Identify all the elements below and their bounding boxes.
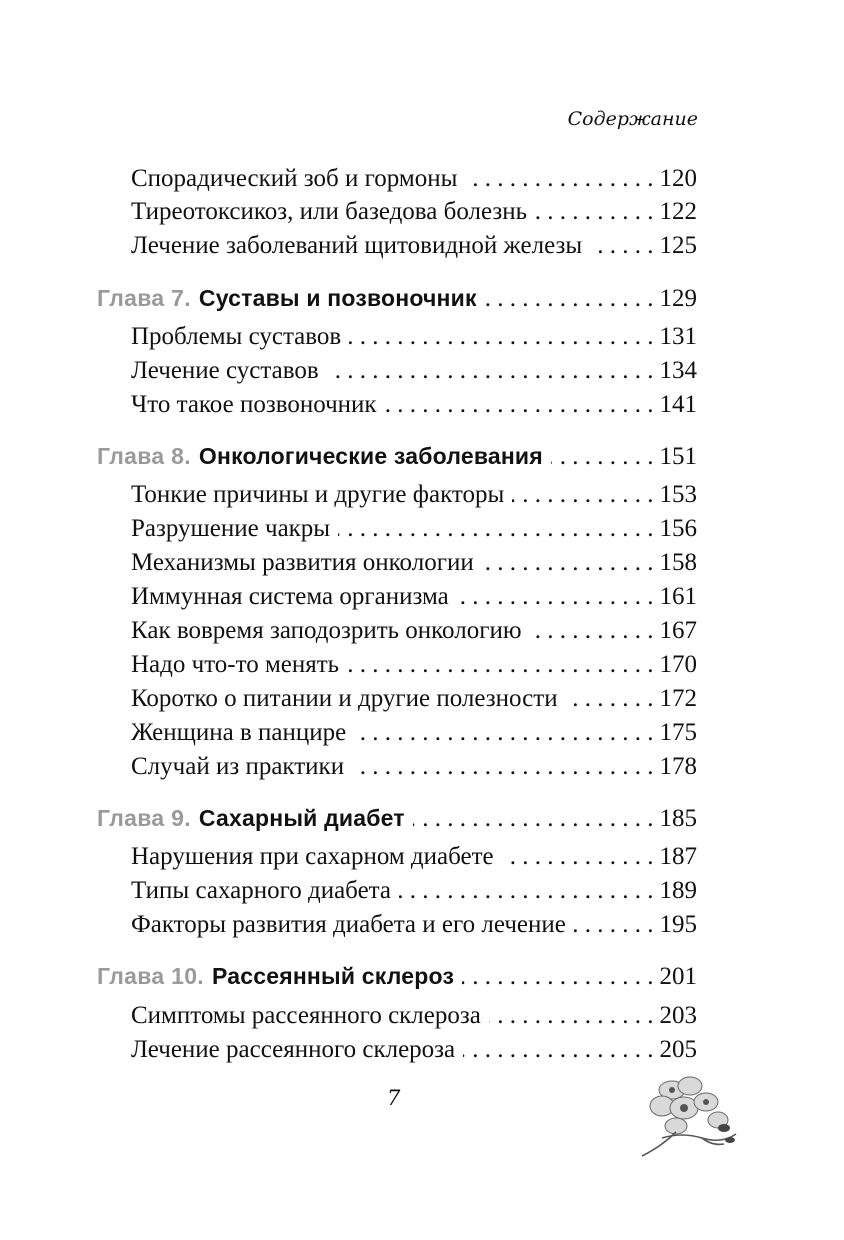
page-ref: 129 — [659, 285, 697, 312]
entry-title: Симптомы рассеянного склероза — [131, 1002, 481, 1029]
chapter-title: Сахарный диабет — [198, 805, 405, 831]
entry-title: Что такое позвоночник — [131, 391, 377, 418]
entry-title: Надо что-то менять — [131, 651, 340, 678]
chapter-label: Глава 7. — [97, 285, 191, 311]
toc-entry-row[interactable] — [131, 480, 697, 510]
dot-leader — [482, 548, 654, 578]
toc-entry-row[interactable] — [131, 197, 697, 227]
entry-title: Женщина в панцире — [131, 719, 347, 746]
page-ref: 203 — [659, 1002, 697, 1029]
toc-entry-row[interactable] — [131, 322, 697, 352]
entry-title: Спорадический зоб и гормоны — [131, 165, 458, 192]
entry-title: Тонкие причины и другие факторы — [131, 481, 505, 508]
page-number: 7 — [387, 1086, 401, 1110]
toc-entry-row[interactable] — [131, 1001, 697, 1031]
dot-leader — [349, 322, 653, 352]
dot-leader — [457, 582, 654, 612]
toc-entry-row[interactable] — [131, 1035, 697, 1065]
toc-entry-row[interactable] — [131, 718, 697, 748]
dot-leader — [463, 1035, 653, 1065]
page-ref: 125 — [659, 232, 697, 259]
flower-ornament-icon — [632, 1068, 740, 1160]
toc-entry-row[interactable] — [131, 164, 697, 194]
toc-entry-row[interactable] — [131, 684, 697, 714]
entry-title: Нарушения при сахарном диабете — [131, 843, 494, 870]
page-ref: 161 — [659, 583, 697, 610]
page-ref: 187 — [659, 843, 697, 870]
toc-entry-row[interactable] — [131, 582, 697, 612]
toc-entry-row[interactable] — [131, 390, 697, 420]
dot-leader — [566, 684, 654, 714]
dot-leader — [489, 1001, 654, 1031]
entry-title: Тиреотоксикоз, или базедова болезнь — [131, 198, 528, 225]
dot-leader — [413, 804, 654, 834]
dot-leader — [399, 876, 654, 906]
toc-entry-row[interactable] — [131, 514, 697, 544]
toc-chapter-row[interactable] — [97, 803, 697, 834]
dot-leader — [574, 910, 654, 940]
entry-title: Разрушение чакры — [131, 515, 331, 542]
dot-leader — [535, 197, 653, 227]
chapter-label: Глава 9. — [97, 805, 191, 831]
dot-leader — [502, 842, 654, 872]
page-ref: 185 — [659, 805, 697, 832]
dot-leader — [347, 650, 653, 680]
dot-leader — [512, 480, 653, 510]
dot-leader — [327, 356, 654, 386]
toc-chapter-row[interactable] — [97, 283, 697, 314]
entry-title: Типы сахарного диабета — [131, 877, 391, 904]
dot-leader — [485, 284, 654, 314]
entry-title: Проблемы суставов — [131, 323, 342, 350]
page-ref: 201 — [659, 963, 697, 990]
dot-leader — [465, 164, 653, 194]
toc-chapter-row[interactable] — [97, 961, 697, 992]
page-ref: 122 — [659, 198, 697, 225]
chapter-label: Глава 8. — [97, 443, 191, 469]
entry-title: Случай из практики — [131, 753, 345, 780]
page-ref: 131 — [659, 323, 697, 350]
page-ref: 175 — [659, 719, 697, 746]
toc-entry-row[interactable] — [131, 650, 697, 680]
page-ref: 205 — [659, 1036, 697, 1063]
toc-entry-row[interactable] — [131, 752, 697, 782]
toc-entry-row[interactable] — [131, 616, 697, 646]
page-ref: 156 — [659, 515, 697, 542]
page-ref: 151 — [659, 443, 697, 470]
toc-entry-row[interactable] — [131, 876, 697, 906]
toc-entry-row[interactable] — [131, 910, 697, 940]
chapter-label: Глава 10. — [97, 963, 204, 989]
entry-title: Факторы развития диабета и его лечение — [131, 911, 566, 938]
entry-title: Иммунная система организма — [131, 583, 449, 610]
entry-title: Лечение суставов — [131, 357, 319, 384]
toc-entry-row[interactable] — [131, 356, 697, 386]
page-ref: 153 — [659, 481, 697, 508]
dot-leader — [354, 718, 653, 748]
entry-title: Механизмы развития онкологии — [131, 549, 474, 576]
dot-leader — [462, 962, 653, 992]
chapter-title: Рассеянный склероз — [212, 963, 455, 989]
toc-chapter-row[interactable] — [97, 441, 697, 472]
page-ref: 134 — [659, 357, 697, 384]
page-ref: 167 — [659, 617, 697, 644]
page-ref: 120 — [659, 165, 697, 192]
page-ref: 170 — [659, 651, 697, 678]
page-ref: 189 — [659, 877, 697, 904]
page-ref: 195 — [659, 911, 697, 938]
toc-entry-row[interactable] — [131, 548, 697, 578]
dot-leader — [385, 390, 654, 420]
page-ref: 141 — [659, 391, 697, 418]
entry-title: Коротко о питании и другие полезности — [131, 685, 558, 712]
entry-title: Как вовремя заподозрить онкологию — [131, 617, 522, 644]
chapter-title: Онкологические заболевания — [198, 443, 543, 469]
toc-entry-row[interactable] — [131, 842, 697, 872]
page-ref: 178 — [659, 753, 697, 780]
entry-title: Лечение рассеянного склероза — [131, 1036, 456, 1063]
toc-entry-row[interactable] — [131, 231, 697, 261]
dot-leader — [352, 752, 653, 782]
dot-leader — [338, 514, 653, 544]
page-ref: 158 — [659, 549, 697, 576]
dot-leader — [530, 616, 654, 646]
entry-title: Лечение заболеваний щитовидной железы — [131, 232, 583, 259]
page-ref: 172 — [659, 685, 697, 712]
chapter-title: Суставы и позвоночник — [198, 285, 477, 311]
dot-leader — [551, 442, 654, 472]
dot-leader — [590, 231, 653, 261]
running-title: Содержание — [567, 108, 698, 130]
